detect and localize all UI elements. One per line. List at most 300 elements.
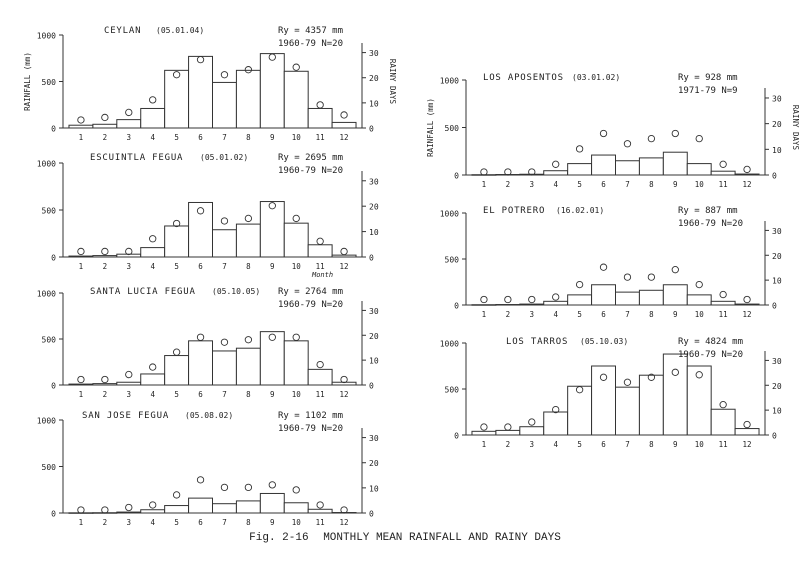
- rainfall-bar: [308, 108, 332, 128]
- y2-axis-label: RAINY DAYS: [791, 104, 800, 151]
- rainy-day-point: [293, 215, 299, 221]
- rainy-day-point: [648, 274, 654, 280]
- y2-tick-label: 0: [772, 171, 777, 181]
- x-tick-label: 4: [150, 518, 155, 527]
- rainfall-bar: [592, 366, 616, 435]
- rainfall-bar: [93, 256, 117, 257]
- y-tick-label: 1000: [36, 31, 56, 41]
- x-tick-label: 10: [291, 133, 301, 142]
- x-tick-label: 7: [222, 518, 227, 527]
- rainfall-bar: [308, 509, 332, 513]
- rainy-day-point: [529, 296, 535, 302]
- rainy-day-point: [78, 117, 84, 123]
- y2-tick-label: 10: [772, 145, 782, 155]
- x-tick-label: 7: [625, 440, 630, 449]
- y2-tick-label: 30: [369, 434, 379, 444]
- x-tick-label: 6: [601, 180, 606, 189]
- rainy-day-point: [529, 419, 535, 425]
- rainy-day-point: [648, 135, 654, 141]
- x-tick-label: 9: [673, 180, 678, 189]
- x-tick-label: 12: [339, 390, 349, 399]
- x-tick-label: 6: [198, 390, 203, 399]
- x-tick-label: 11: [718, 180, 728, 189]
- x-tick-label: 10: [694, 180, 704, 189]
- y2-tick-label: 10: [369, 356, 379, 366]
- rainfall-bar: [213, 504, 237, 513]
- x-tick-label: 3: [126, 262, 132, 271]
- rainy-day-point: [126, 371, 132, 377]
- station-title: SAN JOSE FEGUA: [82, 411, 170, 421]
- rainy-day-point: [696, 135, 702, 141]
- x-tick-label: 9: [270, 133, 275, 142]
- rainfall-bar: [639, 375, 663, 435]
- rainy-day-point: [600, 264, 606, 270]
- rainy-day-point: [317, 361, 323, 367]
- x-tick-label: 12: [742, 310, 752, 319]
- x-tick-label: 8: [649, 310, 654, 319]
- station-title: LOS TARROS: [506, 337, 569, 347]
- x-tick-label: 5: [174, 262, 179, 271]
- rainfall-bar: [117, 512, 141, 513]
- y2-tick-label: 10: [369, 484, 379, 494]
- rainfall-bar: [592, 285, 616, 305]
- x-tick-label: 4: [553, 310, 558, 319]
- rainfall-bar: [165, 226, 189, 257]
- rainy-day-point: [600, 130, 606, 136]
- rainfall-bar: [496, 305, 520, 306]
- rainfall-bar: [308, 245, 332, 257]
- rainfall-bar: [616, 387, 640, 435]
- rainfall-bar: [711, 409, 735, 435]
- rainfall-bar: [260, 493, 284, 513]
- y-tick-label: 500: [41, 78, 56, 87]
- rainy-day-point: [744, 296, 750, 302]
- x-tick-label: 1: [78, 133, 84, 142]
- y2-tick-label: 30: [369, 306, 379, 316]
- y2-tick-label: 10: [369, 228, 379, 238]
- x-tick-label: 7: [222, 390, 227, 399]
- x-tick-label: 2: [102, 133, 108, 142]
- rainy-day-point: [317, 238, 323, 244]
- y2-tick-label: 30: [369, 177, 379, 187]
- x-tick-label: 8: [246, 390, 251, 399]
- rainfall-bar: [141, 108, 165, 128]
- rainy-day-point: [78, 507, 84, 513]
- x-tick-label: 5: [577, 310, 582, 319]
- x-tick-label: 6: [601, 310, 606, 319]
- station-code: (05.01.02): [200, 153, 249, 162]
- rainy-day-point: [197, 477, 203, 483]
- rainfall-bar: [284, 71, 308, 128]
- x-tick-label: 10: [291, 262, 301, 271]
- rainy-day-point: [293, 487, 299, 493]
- record-period: 1960-79 N=20: [678, 350, 744, 360]
- y2-tick-label: 30: [369, 49, 379, 59]
- y-tick-label: 500: [41, 463, 56, 472]
- rainy-day-point: [78, 376, 84, 382]
- y-tick-label: 0: [51, 381, 56, 391]
- x-tick-label: 11: [718, 310, 728, 319]
- station-title: LOS APOSENTOS: [483, 73, 564, 83]
- x-tick-label: 3: [529, 180, 535, 189]
- rainfall-bar: [687, 295, 711, 305]
- x-tick-label: 8: [246, 262, 251, 271]
- rainfall-bar: [544, 171, 568, 175]
- y2-axis-label: RAINY DAYS: [388, 58, 397, 105]
- y2-tick-label: 30: [772, 94, 782, 104]
- annual-rainfall: Ry = 4824 mm: [678, 337, 744, 347]
- caption-number: Fig. 2-16: [249, 532, 309, 544]
- x-tick-label: 2: [505, 310, 511, 319]
- x-tick-label: 7: [222, 262, 227, 271]
- station-title: EL POTRERO: [483, 206, 546, 216]
- rainy-day-point: [150, 502, 156, 508]
- x-tick-label: 4: [553, 440, 558, 449]
- rainy-day-point: [744, 166, 750, 172]
- x-tick-label: 2: [505, 440, 511, 449]
- annual-rainfall: Ry = 2764 mm: [278, 287, 344, 297]
- y2-tick-label: 0: [369, 253, 374, 263]
- rainy-day-point: [293, 334, 299, 340]
- y2-tick-label: 20: [369, 74, 379, 84]
- chart-3: [37, 287, 379, 399]
- x-tick-label: 6: [198, 133, 203, 142]
- rainfall-bar: [284, 341, 308, 385]
- x-tick-label: 2: [102, 518, 108, 527]
- rainfall-bar: [236, 70, 260, 128]
- rainfall-bar: [165, 356, 189, 385]
- x-tick-label: 11: [718, 440, 728, 449]
- x-tick-label: 2: [505, 180, 511, 189]
- rainfall-bar: [639, 290, 663, 305]
- rainy-day-point: [481, 296, 487, 302]
- x-tick-label: 11: [315, 390, 325, 399]
- record-period: 1960-79 N=20: [278, 424, 344, 434]
- rainy-day-point: [126, 504, 132, 510]
- x-tick-label: 4: [150, 262, 155, 271]
- rainy-day-point: [553, 161, 559, 167]
- y-tick-label: 1000: [36, 416, 56, 426]
- x-tick-label: 3: [529, 440, 535, 449]
- y2-tick-label: 20: [369, 202, 379, 212]
- record-period: 1960-79 N=20: [278, 166, 344, 176]
- chart-4: [37, 411, 379, 527]
- y2-tick-label: 30: [772, 226, 782, 236]
- x-tick-label: 10: [291, 518, 301, 527]
- chart-5: [426, 73, 800, 189]
- y-tick-label: 0: [454, 431, 459, 441]
- station-title: ESCUINTLA FEGUA: [90, 153, 184, 163]
- rainy-day-point: [102, 114, 108, 120]
- rainfall-bar: [568, 164, 592, 175]
- rainfall-bar: [616, 292, 640, 305]
- annual-rainfall: Ry = 1102 mm: [278, 411, 344, 421]
- x-tick-label: 12: [339, 518, 349, 527]
- x-tick-label: 1: [78, 518, 84, 527]
- station-title: SANTA LUCIA FEGUA: [90, 287, 196, 297]
- x-tick-label: 5: [174, 133, 179, 142]
- figure-caption: [0, 532, 810, 544]
- y2-tick-label: 0: [369, 124, 374, 134]
- rainfall-bar: [663, 152, 687, 175]
- rainfall-bar: [496, 430, 520, 435]
- rainy-day-point: [553, 294, 559, 300]
- rainy-day-point: [126, 109, 132, 115]
- x-tick-label: 1: [481, 440, 487, 449]
- x-tick-label: 8: [246, 133, 251, 142]
- rainfall-bar: [472, 431, 496, 435]
- chart-7: [440, 337, 782, 449]
- record-period: 1971-79 N=9: [678, 86, 738, 96]
- y2-tick-label: 30: [772, 356, 782, 366]
- rainy-day-point: [245, 215, 251, 221]
- rainy-day-point: [720, 291, 726, 297]
- y-tick-label: 500: [444, 385, 459, 395]
- rainy-day-point: [150, 97, 156, 103]
- rainy-day-point: [744, 421, 750, 427]
- rainy-day-point: [341, 248, 347, 254]
- rainfall-bar: [213, 82, 237, 128]
- y-tick-label: 0: [51, 253, 56, 263]
- rainfall-bar: [69, 256, 93, 257]
- x-tick-label: 9: [270, 262, 275, 271]
- x-tick-label: 10: [291, 390, 301, 399]
- rainfall-bar: [332, 122, 356, 128]
- rainfall-bar: [711, 301, 735, 305]
- y-tick-label: 0: [51, 124, 56, 134]
- rainy-day-point: [102, 248, 108, 254]
- rainfall-bar: [260, 54, 284, 128]
- rainy-day-point: [481, 424, 487, 430]
- y-tick-label: 500: [444, 255, 459, 265]
- station-code: (16.02.01): [556, 206, 605, 215]
- rainy-day-point: [221, 339, 227, 345]
- annual-rainfall: Ry = 928 mm: [678, 73, 738, 83]
- x-tick-label: 6: [198, 262, 203, 271]
- rainfall-bar: [189, 498, 213, 513]
- rainy-day-point: [672, 266, 678, 272]
- rainy-day-point: [102, 376, 108, 382]
- x-tick-label: 12: [742, 440, 752, 449]
- rainfall-bar: [189, 202, 213, 257]
- y2-tick-label: 20: [369, 331, 379, 341]
- y-axis-label: RAINFALL (mm): [23, 52, 32, 111]
- x-tick-label: 9: [270, 390, 275, 399]
- x-tick-label: 2: [102, 262, 108, 271]
- rainfall-bar: [735, 304, 759, 305]
- rainfall-bar: [616, 161, 640, 175]
- x-tick-label: 2: [102, 390, 108, 399]
- rainy-day-point: [293, 64, 299, 70]
- x-tick-label: 12: [339, 133, 349, 142]
- rainfall-bar: [639, 158, 663, 175]
- annual-rainfall: Ry = 887 mm: [678, 206, 738, 216]
- rainfall-bar: [568, 295, 592, 305]
- y2-tick-label: 10: [369, 99, 379, 109]
- rainfall-bar: [544, 301, 568, 305]
- x-tick-label: 1: [481, 180, 487, 189]
- rainfall-bar: [93, 124, 117, 128]
- rainy-day-point: [624, 141, 630, 147]
- x-tick-label: 1: [78, 262, 84, 271]
- x-tick-label: 10: [694, 310, 704, 319]
- y-axis-label: RAINFALL (mm): [426, 98, 435, 157]
- rainfall-bar: [141, 510, 165, 513]
- x-tick-label: 5: [174, 518, 179, 527]
- x-tick-label: 6: [198, 518, 203, 527]
- rainfall-bar: [69, 125, 93, 128]
- rainfall-bar: [117, 120, 141, 128]
- chart-6: [440, 206, 782, 319]
- y-tick-label: 0: [454, 301, 459, 311]
- x-tick-label: 7: [625, 180, 630, 189]
- y2-tick-label: 10: [772, 406, 782, 416]
- rainy-day-point: [341, 112, 347, 118]
- rainfall-bar: [687, 366, 711, 435]
- rainy-day-point: [624, 379, 630, 385]
- rainfall-bar: [284, 223, 308, 257]
- rainfall-bar: [711, 171, 735, 175]
- y-tick-label: 500: [444, 124, 459, 133]
- x-tick-label: 4: [553, 180, 558, 189]
- x-tick-label: 12: [742, 180, 752, 189]
- rainfall-bar: [69, 384, 93, 385]
- x-axis-label: Month: [312, 271, 334, 279]
- rainy-day-point: [576, 281, 582, 287]
- x-tick-label: 1: [78, 390, 84, 399]
- y2-tick-label: 0: [772, 301, 777, 311]
- rainy-day-point: [221, 484, 227, 490]
- chart-1: [23, 26, 397, 142]
- x-tick-label: 4: [150, 390, 155, 399]
- y2-tick-label: 0: [772, 431, 777, 441]
- rainy-day-point: [173, 492, 179, 498]
- station-code: (05.01.04): [156, 26, 205, 35]
- rainfall-bar: [189, 341, 213, 385]
- rainy-day-point: [150, 364, 156, 370]
- rainfall-bar: [308, 369, 332, 385]
- rainy-day-point: [672, 130, 678, 136]
- record-period: 1960-79 N=20: [678, 219, 744, 229]
- x-tick-label: 10: [694, 440, 704, 449]
- y2-tick-label: 20: [369, 459, 379, 469]
- x-tick-label: 7: [625, 310, 630, 319]
- rainfall-bar: [735, 174, 759, 175]
- y-tick-label: 500: [41, 335, 56, 345]
- rainy-day-point: [505, 296, 511, 302]
- x-tick-label: 11: [315, 518, 325, 527]
- rainy-day-point: [505, 424, 511, 430]
- rainfall-bar: [141, 248, 165, 257]
- y-tick-label: 1000: [439, 339, 459, 349]
- rainfall-bar: [213, 351, 237, 385]
- rainy-day-point: [317, 102, 323, 108]
- chart-2: [37, 153, 379, 279]
- y2-tick-label: 20: [772, 381, 782, 391]
- rainy-day-point: [317, 502, 323, 508]
- rainfall-bar: [663, 354, 687, 435]
- station-code: (03.01.02): [572, 73, 621, 82]
- rainy-day-point: [245, 337, 251, 343]
- x-tick-label: 9: [673, 310, 678, 319]
- annual-rainfall: Ry = 2695 mm: [278, 153, 344, 163]
- rainfall-bar: [284, 503, 308, 513]
- rainfall-bar: [189, 56, 213, 128]
- rainy-day-point: [150, 236, 156, 242]
- rainy-day-point: [197, 334, 203, 340]
- rainfall-bar: [544, 412, 568, 435]
- rainy-day-point: [221, 218, 227, 224]
- rainy-day-point: [720, 161, 726, 167]
- y-tick-label: 500: [41, 206, 56, 216]
- station-code: (05.10.05): [212, 287, 261, 296]
- rainfall-bar: [332, 255, 356, 257]
- x-tick-label: 8: [649, 180, 654, 189]
- rainfall-bar: [213, 230, 237, 257]
- rainy-day-point: [624, 274, 630, 280]
- rainfall-bar: [117, 382, 141, 385]
- rainfall-bar: [260, 332, 284, 385]
- x-tick-label: 5: [577, 180, 582, 189]
- station-code: (05.08.02): [185, 411, 234, 420]
- rainy-day-point: [720, 401, 726, 407]
- y-tick-label: 1000: [36, 289, 56, 299]
- rainfall-bar: [93, 384, 117, 385]
- rainy-day-point: [221, 72, 227, 78]
- x-tick-label: 3: [529, 310, 535, 319]
- rainfall-bar: [236, 348, 260, 385]
- rainy-day-point: [173, 349, 179, 355]
- rainfall-bar: [520, 304, 544, 305]
- x-tick-label: 11: [315, 262, 325, 271]
- x-tick-label: 4: [150, 133, 155, 142]
- y-tick-label: 1000: [439, 76, 459, 86]
- rainy-day-point: [245, 484, 251, 490]
- y2-tick-label: 0: [369, 509, 374, 519]
- annual-rainfall: Ry = 4357 mm: [278, 26, 344, 36]
- x-tick-label: 3: [126, 133, 132, 142]
- x-tick-label: 12: [339, 262, 349, 271]
- record-period: 1960-79 N=20: [278, 39, 344, 49]
- x-tick-label: 1: [481, 310, 487, 319]
- y-tick-label: 1000: [36, 159, 56, 169]
- rainy-day-point: [78, 248, 84, 254]
- x-tick-label: 8: [649, 440, 654, 449]
- y2-tick-label: 20: [772, 120, 782, 130]
- y-tick-label: 0: [454, 171, 459, 181]
- rainfall-bar: [260, 202, 284, 257]
- y2-tick-label: 20: [772, 251, 782, 261]
- caption-text: MONTHLY MEAN RAINFALL AND RAINY DAYS: [323, 532, 561, 544]
- rainfall-bar: [568, 386, 592, 435]
- rainfall-bar: [592, 155, 616, 175]
- y-tick-label: 0: [51, 509, 56, 519]
- rainfall-bar: [687, 164, 711, 175]
- rainy-day-point: [576, 146, 582, 152]
- station-title: CEYLAN: [104, 26, 142, 36]
- y2-tick-label: 0: [369, 381, 374, 391]
- rainfall-bar: [141, 374, 165, 385]
- x-tick-label: 6: [601, 440, 606, 449]
- rainfall-bar: [236, 224, 260, 257]
- rainfall-bar: [520, 427, 544, 435]
- x-tick-label: 3: [126, 390, 132, 399]
- x-tick-label: 9: [270, 518, 275, 527]
- rainfall-bar: [472, 305, 496, 306]
- x-tick-label: 3: [126, 518, 132, 527]
- rainfall-bar: [663, 285, 687, 305]
- x-tick-label: 8: [246, 518, 251, 527]
